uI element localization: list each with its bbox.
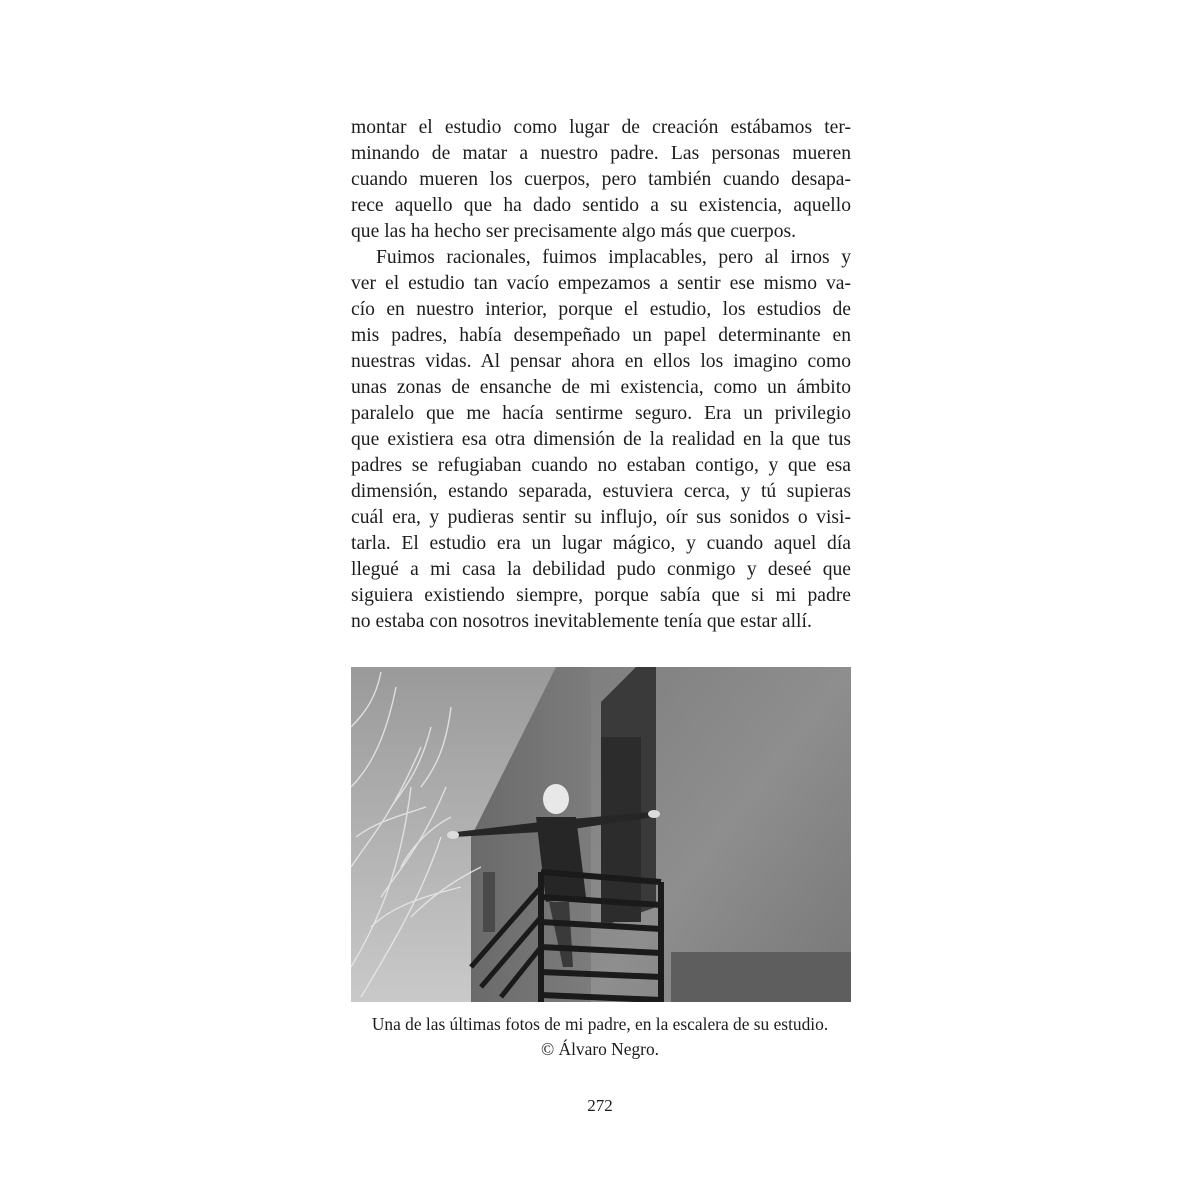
text-line: nuestras vidas. Al pensar ahora en ellos los imagino como: [351, 351, 851, 372]
text-line: Fuimos racionales, fuimos implacables, pero al irnos y: [376, 247, 851, 268]
photo-caption: [300, 1012, 900, 1062]
paragraph-2: [351, 245, 851, 635]
paragraph-1: [351, 115, 851, 245]
text-line: rece aquello que ha dado sentido a su existencia, aquello: [351, 195, 851, 216]
text-line: que las ha hecho ser precisamente algo más que cuerpos.: [351, 221, 797, 242]
page-number: 272: [587, 1096, 613, 1115]
side-window: [483, 872, 495, 932]
text-line: ver el estudio tan vacío empezamos a sentir ese mismo va-: [351, 273, 851, 294]
text-line: cuando mueren los cuerpos, pero también cuando desapa-: [351, 169, 851, 190]
text-line: paralelo que me hacía sentirme seguro. Era un privilegio: [351, 403, 851, 424]
text-line: dimensión, estando separada, estuviera cerca, y tú supieras: [351, 481, 851, 502]
text-line: no estaba con nosotros inevitablemente tenía que estar allí.: [351, 611, 812, 632]
body-text: [351, 115, 851, 635]
caption-line: Una de las últimas fotos de mi padre, en la escalera de su estudio.: [371, 1014, 829, 1034]
text-line: que existiera esa otra dimensión de la realidad en la que tus: [351, 429, 851, 450]
text-line: minando de matar a nuestro padre. Las personas mueren: [351, 143, 851, 164]
caption-credit: © Álvaro Negro.: [540, 1039, 659, 1059]
text-line: cío en nuestro interior, porque el estudio, los estudios de: [351, 299, 851, 320]
text-line: unas zonas de ensanche de mi existencia, como un ámbito: [351, 377, 851, 398]
text-line: llegué a mi casa la debilidad pudo conmigo y deseé que: [351, 559, 851, 580]
photo-illustration: [351, 667, 851, 1002]
text-line: montar el estudio como lugar de creación estábamos ter-: [351, 117, 851, 138]
text-line: siguiera existiendo siempre, porque sabía que si mi padre: [351, 585, 851, 606]
doorway-inner: [601, 737, 641, 922]
photograph: [351, 667, 851, 1002]
brick-base: [671, 952, 851, 1002]
text-line: cuál era, y pudieras sentir su influjo, oír sus sonidos o visi-: [351, 507, 851, 528]
text-line: tarla. El estudio era un lugar mágico, y cuando aquel día: [351, 533, 851, 554]
text-line: padres se refugiaban cuando no estaban contigo, y que esa: [351, 455, 851, 476]
text-line: mis padres, había desempeñado un papel determinante en: [351, 325, 851, 346]
